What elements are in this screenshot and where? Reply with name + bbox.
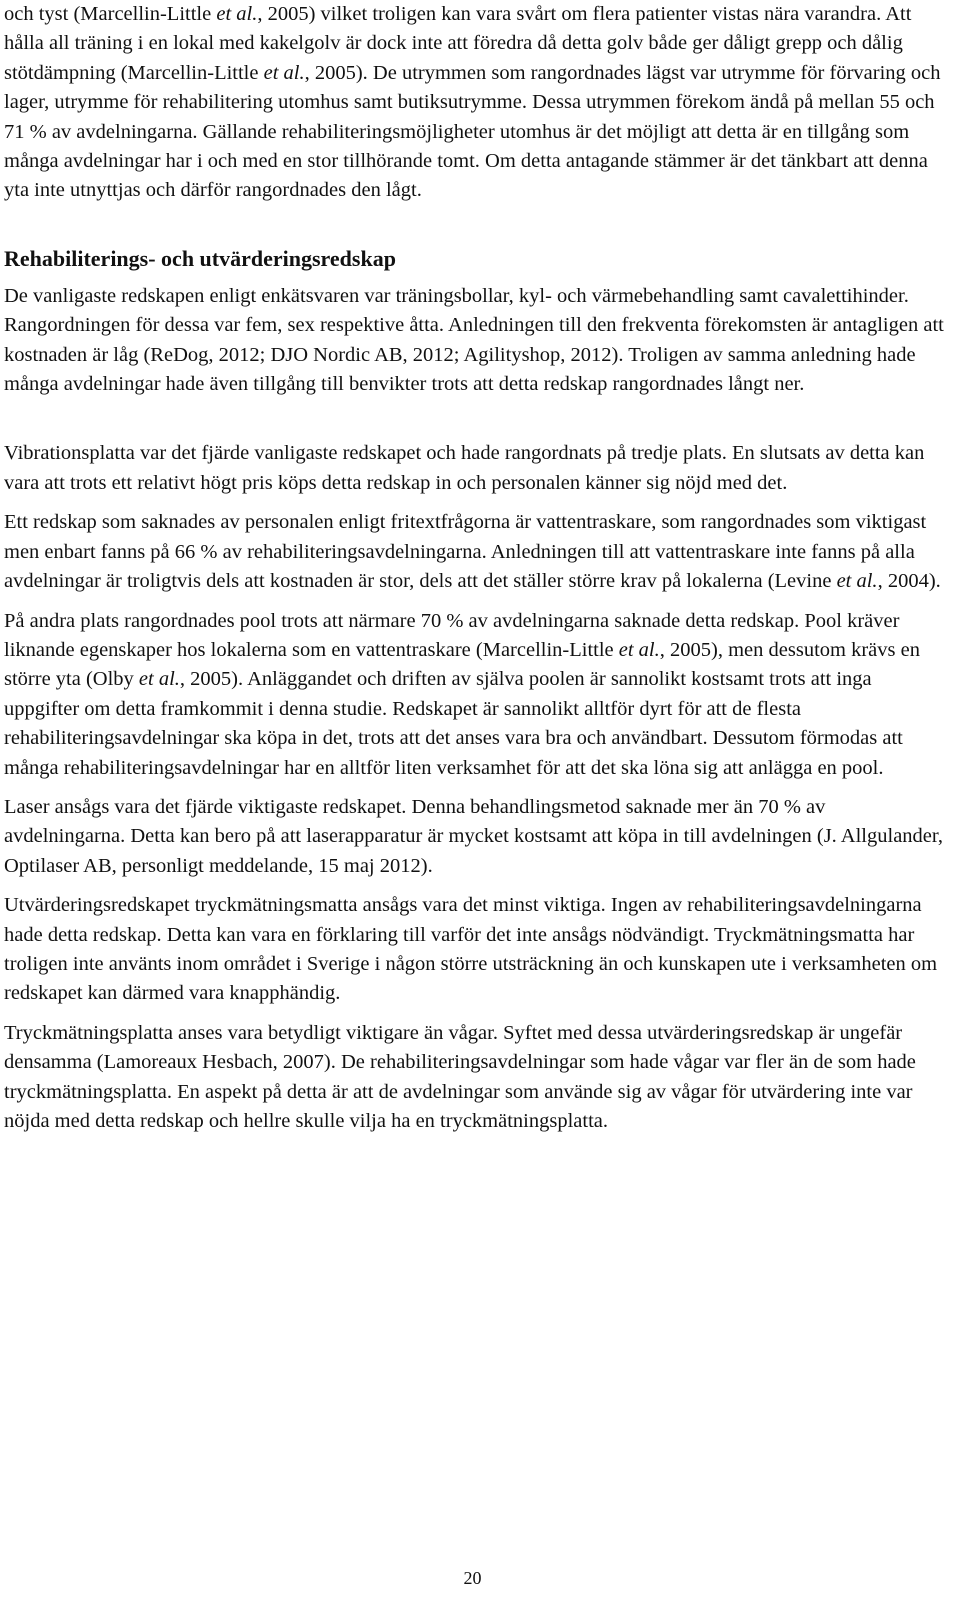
paragraph-water-treadmill: Ett redskap som saknades av personalen enligt fritextfrågorna är vattentraskare, som rangordnades som viktigast men enbart fanns på 66 % av rehabiliteringsavdelningarna. Anledningen till att vattentraskare inte fanns på alla avdelningar är troligtvis dels att kostnaden är stor, dels att det ställer större krav på lokalerna (Levine et al., 2004). xyxy=(4,511,941,593)
paragraph-common-tools: De vanligaste redskapen enligt enkätsvaren var träningsbollar, kyl- och värmebehandling samt cavalettihinder. Rangordningen för dessa var fem, sex respektive åtta. Anledningen till den frekventa förekomsten är antagligen att kostnaden är låg (ReDog, 2012; DJO Nordic AB, 2012; Agilityshop, 2012). Troligen av samma anledning hade många avdelningar hade även tillgång till benvikter trots att detta redskap rangordnades långt ner. xyxy=(4,284,944,396)
page-number: 20 xyxy=(463,1568,482,1588)
paragraph-pressure-plate: Tryckmätningsplatta anses vara betydligt viktigare än vågar. Syftet med dessa utvärderingsredskap är ungefär densamma (Lamoreaux Hesbach, 2007). De rehabiliteringsavdelningar som hade vågar var fler än de som hade tryckmätningsplatta. En aspekt på detta är att de avdelningar som använde sig av vågar för utvärdering inte var nöjda med detta redskap och hellre skulle vilja ha en tryckmätningsplatta. xyxy=(4,1021,916,1132)
section-heading: Rehabiliterings- och utvärderingsredskap xyxy=(4,245,396,271)
paragraph-vibration-plate: Vibrationsplatta var det fjärde vanligaste redskapet och hade rangordnats på tredje plats. En slutsats av detta kan vara att trots ett relativt högt pris köps detta redskap in och personalen känner sig nöjd med det. xyxy=(4,442,925,494)
paragraph-pressure-mat: Utvärderingsredskapet tryckmätningsmatta ansågs vara det minst viktiga. Ingen av rehabiliteringsavdelningarna hade detta redskap. Detta kan vara en förklaring till varför det inte ansågs nödvändigt. Tryckmätningsmatta har troligen inte använts inom området i Sverige i någon större utsträckning än och kunskapen ute i verksamheten om redskapet kan därmed vara knapphändig. xyxy=(4,894,938,1005)
document-page xyxy=(4,0,944,1146)
paragraph-facilities: och tyst (Marcellin-Little et al., 2005) vilket troligen kan vara svårt om flera patienter vistas nära varandra. Att hålla all träning i en lokal med kakelgolv är dock inte att föredra då detta golv både ger dåligt grepp och dålig stötdämpning (Marcellin-Little et al., 2005). De utrymmen som rangordnades lägst var utrymme för förvaring och lager, utrymme för rehabilitering utomhus samt butiksutrymme. Dessa utrymmen förekom ändå på mellan 55 och 71 % av avdelningarna. Gällande rehabiliteringsmöjligheter utomhus är det möjligt att detta är en tillgång som många avdelningar har i och med en stor tillhörande tomt. Om detta antagande stämmer är det tänkbart att denna yta inte utnyttjas och därför rangordnades den lågt. xyxy=(4,3,941,202)
paragraph-laser: Laser ansågs vara det fjärde viktigaste redskapet. Denna behandlingsmetod saknade mer än 70 % av avdelningarna. Detta kan bero på att laserapparatur är mycket kostsamt att köpa in till avdelningen (J. Allgulander, Optilaser AB, personligt meddelande, 15 maj 2012). xyxy=(4,795,944,877)
paragraph-pool: På andra plats rangordnades pool trots att närmare 70 % av avdelningarna saknade detta redskap. Pool kräver liknande egenskaper hos lokalerna som en vattentraskare (Marcellin-Little et al., 2005), men dessutom krävs en större yta (Olby et al., 2005). Anläggandet och driften av själva poolen är sannolikt kostsamt trots att inga uppgifter om detta framkommit i denna studie. Redskapet är sannolikt alltför dyrt för att de flesta rehabiliteringsavdelningar ska köpa in det, trots att det anses vara bra och användbart. Dessutom förmodas att många rehabiliteringsavdelningar har en alltför liten verksamhet för att det ska löna sig att anlägga en pool. xyxy=(4,609,920,779)
